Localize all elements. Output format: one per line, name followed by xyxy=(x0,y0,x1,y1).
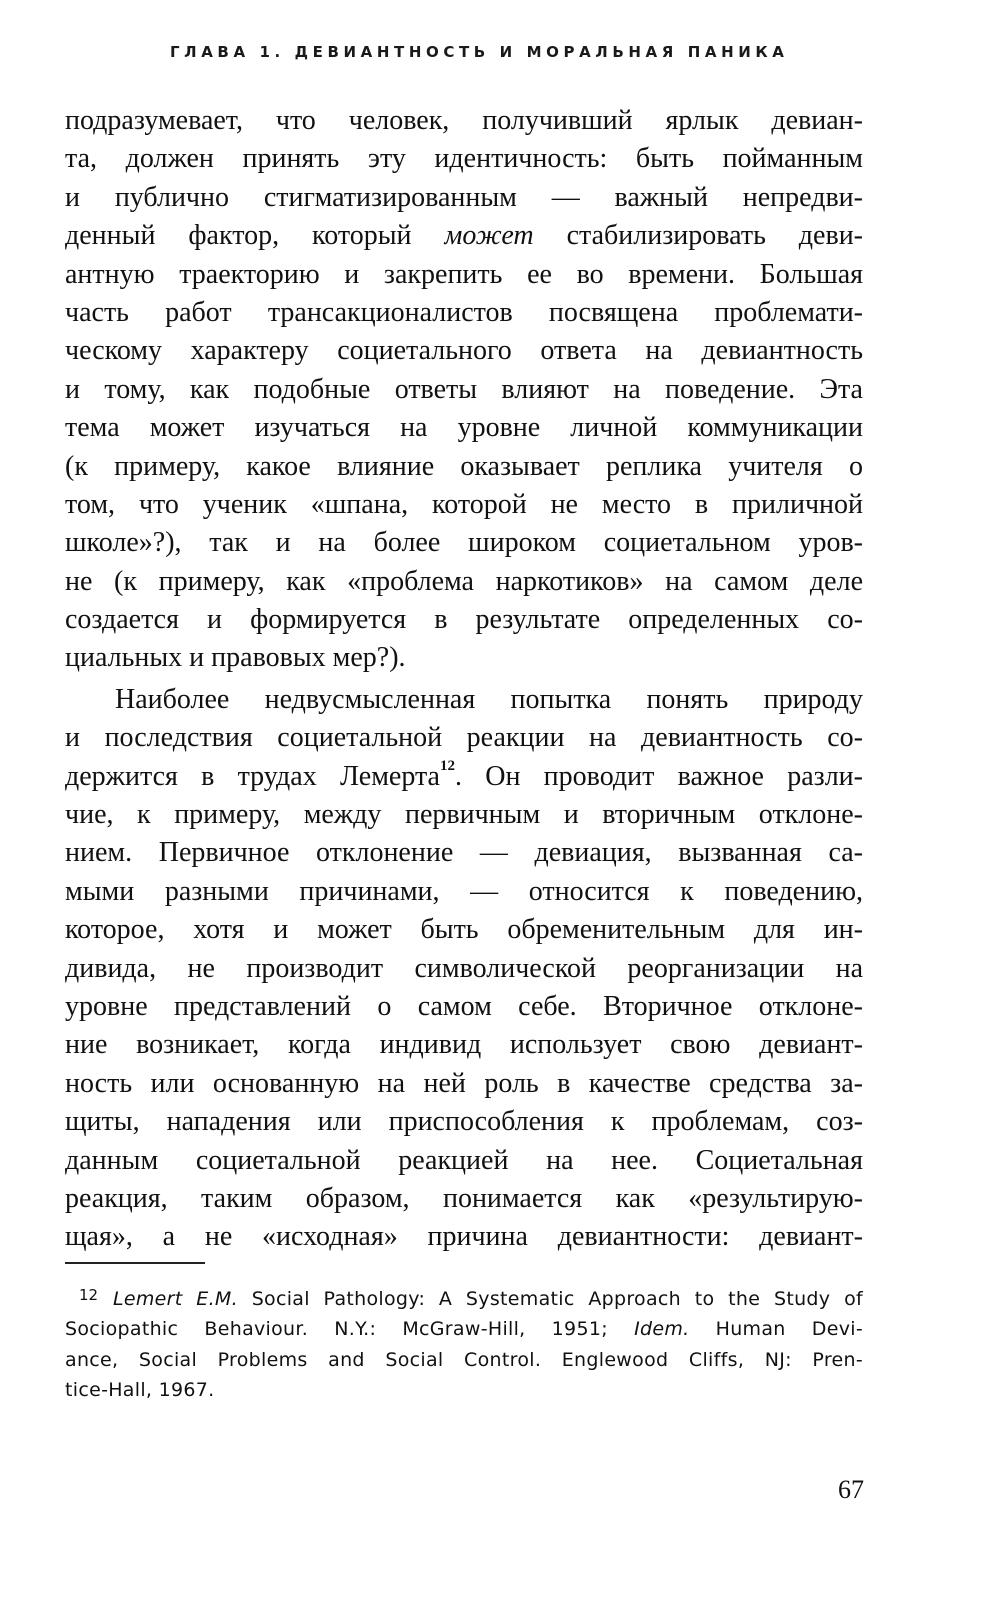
paragraph-2-line-7: которое, хотя и может быть обременительным для ин- xyxy=(65,914,863,946)
paragraph-2-line-15: щая», а не «исходная» причина девиантности: девиант- xyxy=(65,1221,863,1253)
paragraph-2-line-8: дивида, не производит символической реорганизации на xyxy=(65,952,863,984)
paragraph-1-line-8: и тому, как подобные ответы влияют на поведение. Эта xyxy=(65,373,863,405)
paragraph-1-line-15: циальных и правовых мер?). xyxy=(65,642,406,674)
text-run: Social Pathology: A Systematic Approach to the Study of xyxy=(237,1288,863,1310)
paragraph-2-line-9: уровне представлений о самом себе. Вторичное отклоне- xyxy=(65,990,863,1022)
text-run: денный фактор, который xyxy=(65,220,445,252)
paragraph-2-line-14: реакция, таким образом, понимается как «результирую- xyxy=(65,1182,863,1214)
paragraph-1-line-2: та, должен принять эту идентичность: быть пойманным xyxy=(65,143,863,175)
footnote-line-3: ance, Social Problems and Social Control. Englewood Cliffs, NJ: Pren- xyxy=(65,1348,863,1371)
paragraph-2-line-5: нием. Первичное отклонение — девиация, вызванная са- xyxy=(65,837,863,869)
text-run: держится в трудах Лемерта xyxy=(65,760,440,792)
footnote-block xyxy=(65,1284,863,1405)
text-run: Sociopathic Behaviour. N.Y.: McGraw-Hill, 1951; xyxy=(65,1318,635,1341)
text-run: . Он проводит важное разли- xyxy=(454,760,863,792)
running-head: ГЛАВА 1. ДЕВИАНТНОСТЬ И МОРАЛЬНАЯ ПАНИКА xyxy=(170,43,789,61)
paragraph-2-line-11: ность или основанную на ней роль в качестве средства за- xyxy=(65,1067,863,1099)
text-run: Human Devi- xyxy=(689,1318,863,1341)
paragraph-1-line-13: не (к примеру, как «проблема наркотиков» на самом деле xyxy=(65,565,863,597)
page-number: 67 xyxy=(838,1475,864,1504)
paragraph-1-line-5: антную траекторию и закрепить ее во времени. Большая xyxy=(65,258,863,290)
paragraph-2-line-3 xyxy=(65,758,863,796)
paragraph-2-line-13: данным социетальной реакцией на нее. Социетальная xyxy=(65,1144,863,1176)
paragraph-1-line-1: подразумевает, что человек, получивший ярлык девиан- xyxy=(65,105,863,136)
paragraph-1-line-14: создается и формируется в результате определенных со- xyxy=(65,604,863,636)
paragraph-2-line-1: Наиболее недвусмысленная попытка понять природу xyxy=(115,683,863,715)
text-run: стабилизировать деви- xyxy=(533,220,864,252)
footnote-divider xyxy=(65,1262,205,1264)
paragraph-2-line-12: щиты, нападения или приспособления к проблемам, соз- xyxy=(65,1106,863,1138)
paragraph-1-line-6: часть работ трансакционалистов посвящена проблемати- xyxy=(65,296,863,328)
footnote-line-4: tice-Hall, 1967. xyxy=(65,1378,215,1401)
paragraph-1-line-9: тема может изучаться на уровне личной коммуникации xyxy=(65,412,863,444)
paragraph-1-line-3: и публично стигматизированным — важный непредви- xyxy=(65,181,863,213)
footnote-marker: 12 xyxy=(79,1286,99,1304)
author-name: Lemert E.M. xyxy=(113,1288,238,1310)
body-text xyxy=(65,102,863,1257)
idem-word: Idem. xyxy=(634,1318,690,1341)
paragraph-2-line-4: чие, к примеру, между первичным и вторичным отклоне- xyxy=(65,799,863,831)
paragraph-2-line-10: ние возникает, когда индивид использует свою девиант- xyxy=(65,1029,863,1061)
paragraph-1-line-12: школе»?), так и на более широком социетальном уров- xyxy=(65,527,863,559)
emphasis-word: может xyxy=(444,220,534,252)
paragraph-1-line-4 xyxy=(65,217,863,255)
paragraph-2-line-6: мыми разными причинами, — относится к поведению, xyxy=(65,875,863,907)
footnote-line-1 xyxy=(65,1284,863,1314)
footnote-line-2 xyxy=(65,1314,863,1344)
footnote-reference[interactable]: 12 xyxy=(439,758,455,775)
paragraph-1-line-7: ческому характеру социетального ответа на девиантность xyxy=(65,335,863,367)
paragraph-1-line-10: (к примеру, какое влияние оказывает реплика учителя о xyxy=(65,450,863,482)
paragraph-2-line-2: и последствия социетальной реакции на девиантность со- xyxy=(65,722,863,754)
paragraph-1-line-11: том, что ученик «шпана, которой не место в приличной xyxy=(65,488,863,520)
